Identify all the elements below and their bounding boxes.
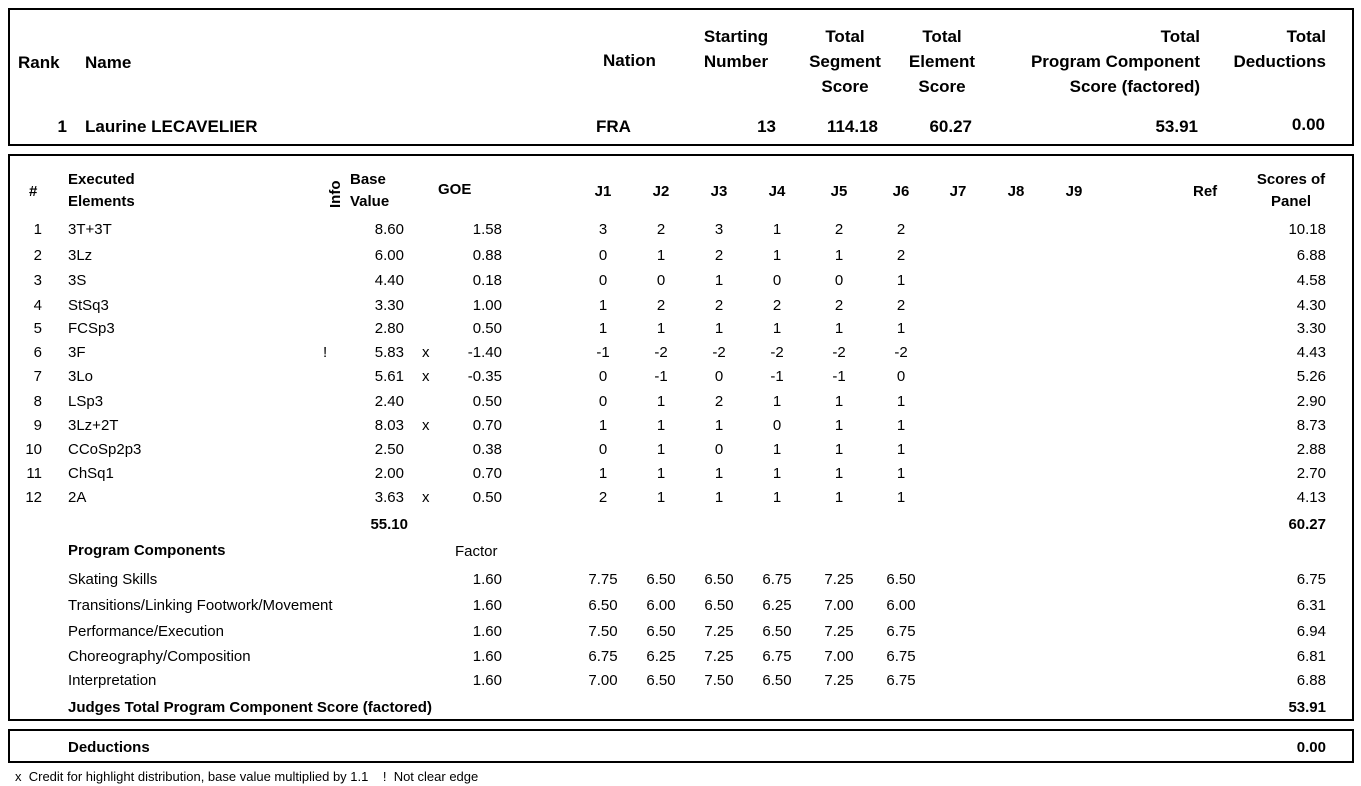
col-j8-header: J8 <box>1007 183 1025 200</box>
element-num: 10 <box>25 441 42 458</box>
component-judge-score: 6.50 <box>646 623 676 640</box>
element-name: StSq3 <box>68 297 109 314</box>
element-num: 12 <box>25 489 42 506</box>
component-factor: 1.60 <box>472 648 502 665</box>
element-judge-score: 1 <box>896 393 906 410</box>
element-judge-score: 1 <box>834 393 844 410</box>
element-judge-score: 2 <box>896 221 906 238</box>
col-ref-header: Ref <box>1193 183 1218 200</box>
element-judge-score: 1 <box>656 489 666 506</box>
element-base-value: 8.03 <box>374 417 404 434</box>
element-judge-score: 2 <box>656 221 666 238</box>
element-judge-score: 2 <box>598 489 608 506</box>
component-judge-score: 6.50 <box>646 571 676 588</box>
element-num: 8 <box>33 393 42 410</box>
element-base-x: x <box>422 417 430 434</box>
element-judge-score: 2 <box>714 393 724 410</box>
element-judge-score: -2 <box>770 344 784 361</box>
element-judge-score: 2 <box>834 221 844 238</box>
element-judge-score: 1 <box>834 320 844 337</box>
elements-total-base: 55.10 <box>370 516 408 533</box>
element-judge-score: 1 <box>714 320 724 337</box>
component-judge-score: 7.00 <box>824 597 854 614</box>
component-judge-score: 6.25 <box>646 648 676 665</box>
component-judge-score: 6.50 <box>762 672 792 689</box>
col-goe-header: GOE <box>438 181 472 198</box>
element-judge-score: 2 <box>656 297 666 314</box>
element-judge-score: 2 <box>714 247 724 264</box>
element-goe: 0.70 <box>472 465 502 482</box>
name-header: Name <box>85 53 132 72</box>
element-judge-score: -1 <box>654 368 668 385</box>
element-judge-score: 0 <box>896 368 906 385</box>
element-judge-score: 1 <box>896 272 906 289</box>
elements-total-score: 60.27 <box>1288 516 1326 533</box>
deductions-box <box>8 729 1354 763</box>
deductions-value: 0.00 <box>1296 739 1326 756</box>
total-segment-score-header: Total Segment Score <box>809 27 881 96</box>
judges-total-pcs-label: Judges Total Program Component Score (factored) <box>68 699 432 716</box>
element-panel-score: 4.30 <box>1296 297 1326 314</box>
component-factor: 1.60 <box>472 571 502 588</box>
element-base-value: 2.50 <box>374 441 404 458</box>
element-base-value: 8.60 <box>374 221 404 238</box>
component-judge-score: 7.00 <box>824 648 854 665</box>
starting-number-header: Starting Number <box>703 27 769 71</box>
element-panel-score: 6.88 <box>1296 247 1326 264</box>
element-judge-score: 1 <box>896 465 906 482</box>
element-num: 2 <box>33 247 42 264</box>
component-judge-score: 6.50 <box>646 672 676 689</box>
col-j1-header: J1 <box>594 183 612 200</box>
element-goe: -1.40 <box>467 344 502 361</box>
element-num: 1 <box>33 221 42 238</box>
element-name: 3Lz+2T <box>68 417 119 434</box>
element-base-x: x <box>422 489 430 506</box>
component-judge-score: 6.75 <box>886 648 916 665</box>
element-judge-score: 1 <box>714 272 724 289</box>
element-panel-score: 2.88 <box>1296 441 1326 458</box>
component-judge-score: 6.75 <box>762 648 792 665</box>
element-num: 11 <box>26 465 42 482</box>
element-judge-score: 1 <box>656 247 666 264</box>
element-judge-score: 1 <box>714 465 724 482</box>
element-judge-score: -2 <box>894 344 908 361</box>
element-name: 3Lo <box>68 368 94 385</box>
element-name: LSp3 <box>68 393 104 410</box>
total-pcs-header: Total Program Component Score (factored) <box>1030 27 1200 96</box>
element-judge-score: 1 <box>714 489 724 506</box>
element-base-value: 3.30 <box>374 297 404 314</box>
element-judge-score: 1 <box>834 489 844 506</box>
component-judge-score: 6.75 <box>886 672 916 689</box>
footnote-x-text: Credit for highlight distribution, base value multiplied by 1.1 <box>28 769 369 784</box>
component-judge-score: 7.25 <box>824 571 854 588</box>
element-judge-score: 1 <box>772 465 782 482</box>
element-panel-score: 8.73 <box>1296 417 1326 434</box>
element-judge-score: 0 <box>772 272 782 289</box>
element-judge-score: -2 <box>712 344 726 361</box>
element-num: 4 <box>33 297 42 314</box>
element-info: ! <box>323 344 328 361</box>
element-num: 9 <box>33 417 42 434</box>
component-name: Interpretation <box>68 672 157 689</box>
deductions-label: Deductions <box>68 739 150 756</box>
component-judge-score: 7.00 <box>588 672 618 689</box>
col-info-header: Info <box>327 180 344 208</box>
element-name: 3T+3T <box>68 221 112 238</box>
col-j3-header: J3 <box>710 183 728 200</box>
footnote <box>15 769 478 785</box>
element-panel-score: 4.13 <box>1296 489 1326 506</box>
component-name: Transitions/Linking Footwork/Movement <box>68 597 333 614</box>
element-judge-score: 1 <box>598 297 608 314</box>
element-judge-score: 1 <box>714 417 724 434</box>
element-judge-score: -1 <box>596 344 610 361</box>
component-judge-score: 6.75 <box>886 623 916 640</box>
component-judge-score: 6.50 <box>704 597 734 614</box>
element-base-value: 5.83 <box>374 344 404 361</box>
element-judge-score: 2 <box>714 297 724 314</box>
col-num-header: # <box>29 183 38 200</box>
element-judge-score: -1 <box>832 368 846 385</box>
element-goe: 0.50 <box>472 489 502 506</box>
component-factor: 1.60 <box>472 672 502 689</box>
component-panel-score: 6.94 <box>1296 623 1326 640</box>
component-factor: 1.60 <box>472 623 502 640</box>
component-name: Choreography/Composition <box>68 648 251 665</box>
element-judge-score: 1 <box>896 441 906 458</box>
component-judge-score: 7.50 <box>588 623 618 640</box>
element-judge-score: 2 <box>896 297 906 314</box>
component-judge-score: 6.75 <box>762 571 792 588</box>
component-judge-score: 7.75 <box>588 571 618 588</box>
element-num: 3 <box>33 272 42 289</box>
component-judge-score: 6.50 <box>588 597 618 614</box>
element-judge-score: 1 <box>834 247 844 264</box>
element-judge-score: 2 <box>772 297 782 314</box>
element-goe: 1.58 <box>472 221 502 238</box>
component-judge-score: 6.50 <box>704 571 734 588</box>
element-base-value: 5.61 <box>374 368 404 385</box>
element-panel-score: 10.18 <box>1288 221 1326 238</box>
element-base-value: 2.40 <box>374 393 404 410</box>
element-goe: 0.70 <box>472 417 502 434</box>
element-judge-score: 1 <box>598 417 608 434</box>
factor-header: Factor <box>455 543 498 560</box>
element-judge-score: 1 <box>772 247 782 264</box>
footnote-excl-text: Not clear edge <box>393 769 479 784</box>
skater-name: Laurine LECAVELIER <box>85 117 258 136</box>
component-judge-score: 6.25 <box>762 597 792 614</box>
element-judge-score: 1 <box>656 320 666 337</box>
element-panel-score: 4.58 <box>1296 272 1326 289</box>
element-name: 2A <box>68 489 87 506</box>
element-judge-score: 1 <box>772 221 782 238</box>
element-judge-score: 1 <box>772 489 782 506</box>
element-judge-score: 3 <box>598 221 608 238</box>
component-judge-score: 7.25 <box>824 623 854 640</box>
element-judge-score: 0 <box>598 272 608 289</box>
skater-total-deductions: 0.00 <box>1291 115 1325 134</box>
col-scores-header: Scores of Panel <box>1256 171 1326 210</box>
component-panel-score: 6.81 <box>1296 648 1326 665</box>
skater-total-pcs: 53.91 <box>1155 117 1198 136</box>
element-judge-score: 1 <box>598 465 608 482</box>
element-judge-score: 1 <box>656 441 666 458</box>
rank-header: Rank <box>18 53 60 72</box>
element-judge-score: 0 <box>598 441 608 458</box>
component-judge-score: 6.50 <box>886 571 916 588</box>
footnote-x-mark: x <box>15 769 22 784</box>
element-judge-score: 1 <box>834 441 844 458</box>
element-judge-score: 0 <box>714 441 724 458</box>
element-base-value: 2.80 <box>374 320 404 337</box>
col-j9-header: J9 <box>1065 183 1083 200</box>
col-base-header: Base Value <box>350 171 390 210</box>
element-name: 3F <box>68 344 86 361</box>
element-panel-score: 4.43 <box>1296 344 1326 361</box>
element-name: ChSq1 <box>68 465 114 482</box>
element-base-value: 2.00 <box>374 465 404 482</box>
element-judge-score: 1 <box>598 320 608 337</box>
element-base-x: x <box>422 344 430 361</box>
component-judge-score: 7.50 <box>704 672 734 689</box>
total-element-score-header: Total Element Score <box>908 27 976 96</box>
element-judge-score: 2 <box>834 297 844 314</box>
col-j2-header: J2 <box>652 183 670 200</box>
component-panel-score: 6.88 <box>1296 672 1326 689</box>
element-name: CCoSp2p3 <box>68 441 142 458</box>
element-goe: 0.88 <box>472 247 502 264</box>
element-num: 7 <box>33 368 42 385</box>
element-judge-score: 2 <box>896 247 906 264</box>
element-num: 5 <box>33 320 42 337</box>
element-base-x: x <box>422 368 430 385</box>
element-judge-score: 1 <box>834 465 844 482</box>
element-judge-score: 3 <box>714 221 724 238</box>
element-judge-score: 1 <box>834 417 844 434</box>
element-judge-score: 0 <box>598 393 608 410</box>
element-judge-score: 0 <box>598 247 608 264</box>
element-judge-score: 0 <box>834 272 844 289</box>
element-judge-score: 1 <box>896 417 906 434</box>
skater-starting-number: 13 <box>757 117 776 136</box>
element-goe: 0.38 <box>472 441 502 458</box>
total-deductions-header: Total Deductions <box>1233 27 1326 71</box>
element-panel-score: 3.30 <box>1296 320 1326 337</box>
element-judge-score: 1 <box>656 417 666 434</box>
element-name: FCSp3 <box>68 320 115 337</box>
element-goe: 1.00 <box>472 297 502 314</box>
element-base-value: 3.63 <box>374 489 404 506</box>
component-panel-score: 6.31 <box>1296 597 1326 614</box>
component-name: Performance/Execution <box>68 623 224 640</box>
component-judge-score: 6.75 <box>588 648 618 665</box>
component-judge-score: 7.25 <box>824 672 854 689</box>
element-judge-score: 1 <box>772 393 782 410</box>
col-j6-header: J6 <box>892 183 910 200</box>
element-judge-score: 0 <box>714 368 724 385</box>
element-judge-score: 1 <box>772 320 782 337</box>
element-goe: 0.18 <box>472 272 502 289</box>
element-judge-score: -1 <box>770 368 784 385</box>
component-factor: 1.60 <box>472 597 502 614</box>
component-judge-score: 6.00 <box>646 597 676 614</box>
element-num: 6 <box>33 344 42 361</box>
element-judge-score: 0 <box>772 417 782 434</box>
element-goe: 0.50 <box>472 320 502 337</box>
col-j7-header: J7 <box>949 183 967 200</box>
element-goe: 0.50 <box>472 393 502 410</box>
skater-total-element-score: 60.27 <box>929 117 972 136</box>
element-judge-score: -2 <box>654 344 668 361</box>
element-base-value: 6.00 <box>374 247 404 264</box>
nation-header: Nation <box>603 51 656 70</box>
col-j4-header: J4 <box>768 183 786 200</box>
program-components-title: Program Components <box>68 542 226 559</box>
element-panel-score: 2.90 <box>1296 393 1326 410</box>
element-panel-score: 2.70 <box>1296 465 1326 482</box>
element-goe: -0.35 <box>467 368 502 385</box>
footnote-excl-mark: ! <box>382 769 387 784</box>
element-name: 3Lz <box>68 247 93 264</box>
component-judge-score: 7.25 <box>704 648 734 665</box>
element-name: 3S <box>68 272 87 289</box>
element-panel-score: 5.26 <box>1296 368 1326 385</box>
element-judge-score: 1 <box>772 441 782 458</box>
element-judge-score: 1 <box>656 393 666 410</box>
element-judge-score: 0 <box>598 368 608 385</box>
component-judge-score: 6.00 <box>886 597 916 614</box>
element-judge-score: 1 <box>896 489 906 506</box>
component-judge-score: 6.50 <box>762 623 792 640</box>
element-judge-score: 1 <box>896 320 906 337</box>
col-executed-header: Executed Elements <box>68 171 135 210</box>
skater-total-segment-score: 114.18 <box>826 117 878 136</box>
skater-rank: 1 <box>57 117 67 136</box>
component-judge-score: 7.25 <box>704 623 734 640</box>
element-judge-score: -2 <box>832 344 846 361</box>
element-judge-score: 1 <box>656 465 666 482</box>
skater-nation: FRA <box>596 117 631 136</box>
component-name: Skating Skills <box>68 571 158 588</box>
element-base-value: 4.40 <box>374 272 404 289</box>
col-j5-header: J5 <box>830 183 848 200</box>
judges-total-pcs-score: 53.91 <box>1288 699 1326 716</box>
element-judge-score: 0 <box>656 272 666 289</box>
component-panel-score: 6.75 <box>1296 571 1326 588</box>
